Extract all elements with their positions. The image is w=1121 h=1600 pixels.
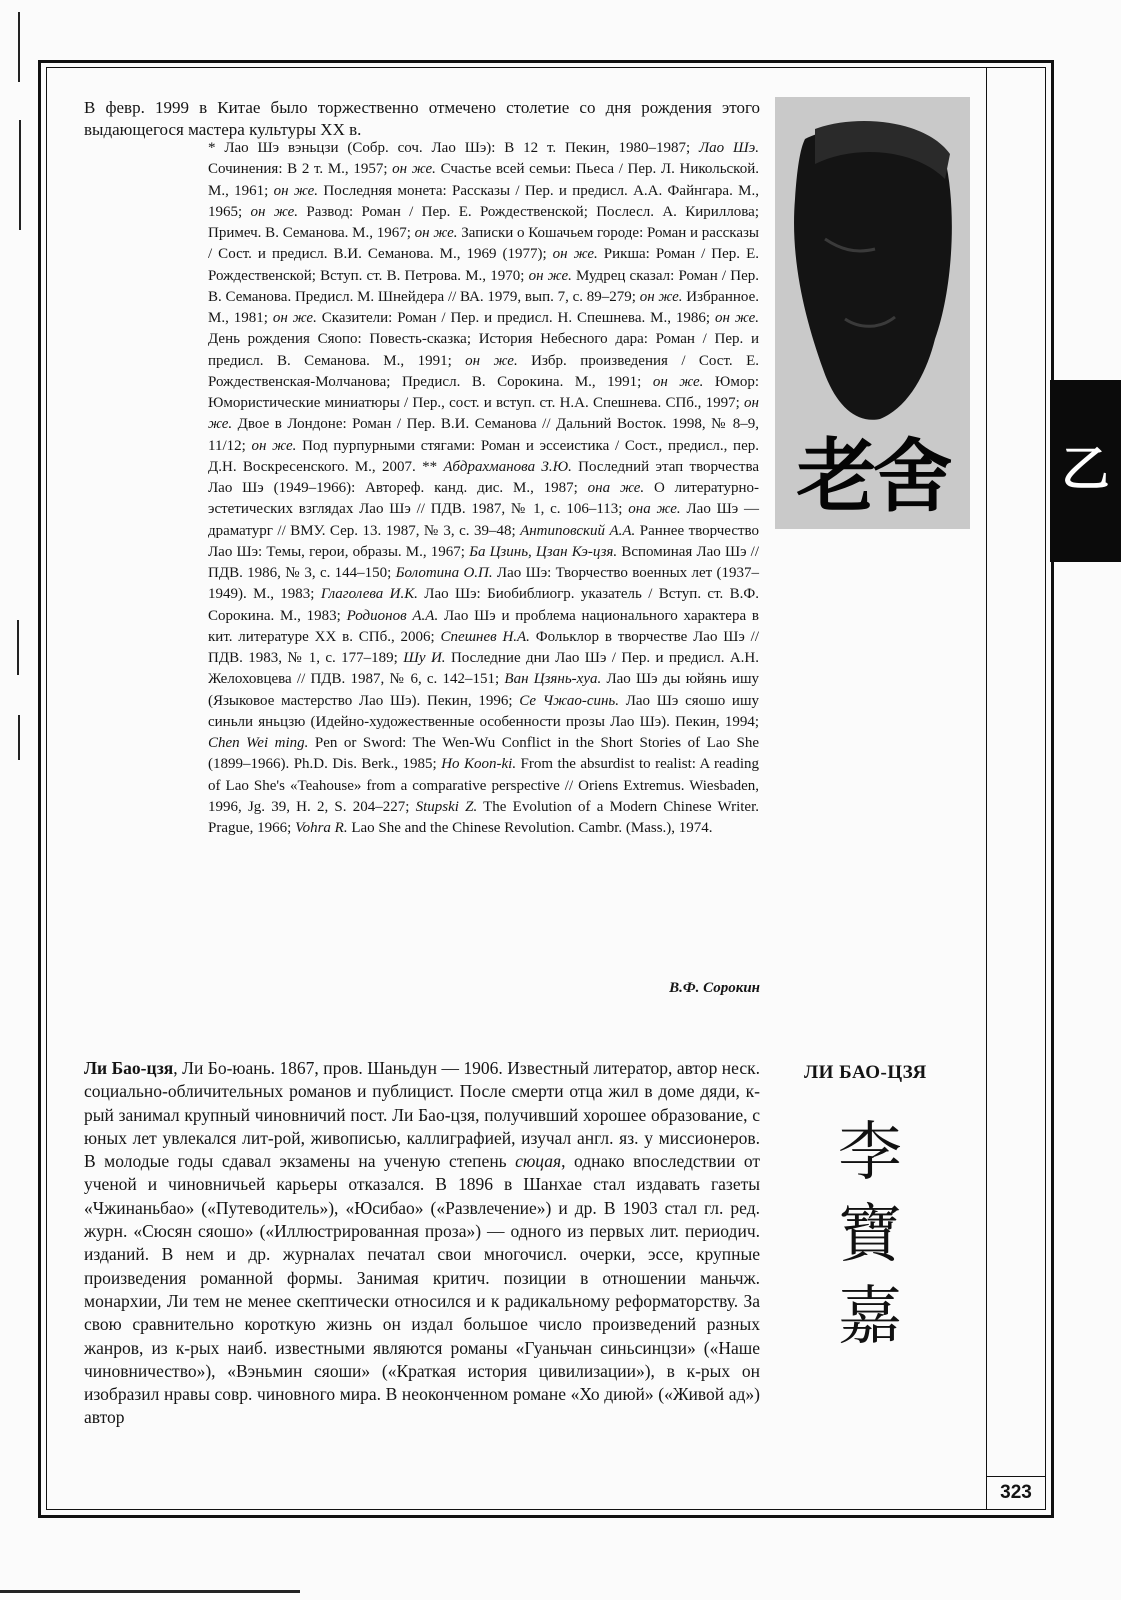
bibliography-author-italic: Спешнев Н.А. — [440, 628, 530, 645]
intro-paragraph: В февр. 1999 в Китае было торжественно отмечено столетие со дня рождения этого выдающегося мастера культуры XX в. — [84, 98, 760, 139]
author-signature: В.Ф. Сорокин — [669, 980, 760, 996]
bibliography-author-italic: Ho Koon-ki. — [441, 756, 517, 773]
bibliography-text: Фольклор в творчестве Лао Шэ // ПДВ. 1983, № 1, с. 177–189; — [208, 628, 759, 666]
bibliography-author-italic: Глаголева И.К. — [320, 586, 418, 603]
bibliography-author-italic: он же. — [465, 352, 518, 369]
bibliography-author-italic: Антиповский А.А. — [520, 522, 636, 539]
entry-body — [84, 1057, 760, 1430]
entry-text-part2: , однако впоследствии от ученой и чиновничьей карьеры отказался. В 1896 в Шанхае стал издавать газеты «Чжинаньбао» («Путеводитель»), «Юсибао» («Развлечение») и др. В 1903 стал гл. ред. журн. «Сюсян сяошо» («Иллюстрированная проза») — одного из первых лит. периодич. изданий. В нем и др. журналах печатал свои многочисл. очерки, эссе, крупные произведения романной формы. Занимая критич. позиции в отношении маньчж. монархии, Ли тем не менее скептически относился и к радикальному реформаторству. За свою сравнительно короткую жизнь он издал большое число произведений разных жанров, из к-рых наиб. известными являются романы «Гуаньчан синьсинцзи» («Наше чиновничество»), «Вэньмин сяоши» («Краткая история цивилизации»), в к-рых он изобразил нравы совр. чиновного мира. В неоконченном романе «Хо диюй» («Живой ад») автор — [84, 1151, 760, 1428]
bibliography-text: Лао Шэ: Биобиблиогр. указатель / Вступ. ст. В.Ф. Сорокина. М., 1983; — [208, 586, 759, 624]
thumb-tab-char: 乙 — [1061, 441, 1110, 497]
bibliography — [208, 138, 759, 839]
bibliography-author-italic: Родионов А.А. — [346, 607, 439, 624]
portrait-silhouette — [785, 119, 957, 439]
bibliography-text: Сочинения: В 2 т. М., 1957; — [208, 161, 393, 178]
bibliography-author-italic: Ван Цзянь-хуа. — [504, 671, 602, 688]
scan-edge-bottom — [0, 1590, 300, 1593]
scan-edge-left — [18, 12, 20, 82]
scan-edge-left — [18, 715, 20, 760]
bibliography-text: Юмор: Юмористические миниатюры / Пер., сост. и вступ. ст. Н.А. Спешнева. СПб., 1997; — [208, 373, 759, 411]
bibliography-text: О литературно-эстетических взглядах Лао Шэ // ПДВ. 1987, № 1, с. 106–113; — [208, 480, 760, 518]
entry-chinese-name — [830, 1112, 910, 1358]
bibliography-author-italic: он же. — [272, 310, 317, 326]
bibliography-text: Рикша: Роман / Пер. Е. Рождественской; Вступ. ст. В. Петрова. М., 1970; — [208, 246, 759, 284]
entry-term: сюцая — [515, 1151, 562, 1172]
bibliography-author-italic: он же. — [251, 437, 297, 454]
bibliography-text: Счастье всей семьи: Пьеса / Пер. Л. Никольской. М., 1961; — [208, 161, 759, 199]
bibliography-text: Лао Шэ ды юйянь ишу (Языковое мастерство Лао Шэ). Пекин, 1996; — [208, 671, 759, 709]
bibliography-author-italic: он же. — [552, 246, 598, 263]
bibliography-author-italic: она же. — [587, 480, 645, 496]
bibliography-author-italic: Stupski Z. — [415, 798, 478, 815]
bibliography-author-italic: Vohra R. — [295, 820, 348, 836]
scan-edge-left — [17, 620, 19, 675]
bibliography-author-italic: Chen Wei ming. — [208, 735, 309, 751]
bibliography-author-italic: он же. — [414, 225, 458, 241]
bibliography-text: Раннее творчество Лао Шэ: Темы, герои, образы. М., 1967; — [208, 522, 760, 560]
entry-char: 寶 — [838, 1198, 902, 1272]
bibliography-text: День рождения Сяопо: Повесть-сказка; История Небесного дара: Роман / Пер. и предисл. В. Семанова. М., 1991; — [208, 331, 759, 369]
bibliography-text: Pen or Sword: The Wen-Wu Conflict in the Short Stories of Lao She (1899–1966). Ph.D. Dis. Berk., 1985; — [208, 735, 759, 773]
entry-char: 李 — [838, 1116, 902, 1190]
bibliography-text: Последний этап творчества Лао Шэ (1949–1966): Автореф. канд. дис. М., 1987; — [208, 458, 760, 496]
portrait-calligraphy: 老舍 — [796, 429, 949, 523]
bibliography-text: Лао Шэ: Творчество военных лет (1937–1949). М., 1983; — [208, 565, 759, 603]
portrait-image — [775, 97, 970, 529]
bibliography-text: The Evolution of a Modern Chinese Writer. Prague, 1966; — [208, 798, 759, 836]
bibliography-author-italic: Се Чжао-синь. — [519, 692, 619, 709]
bibliography-author-italic: он же. — [652, 373, 704, 390]
bibliography-author-italic: Абдрахманова З.Ю. — [443, 458, 572, 475]
entry-lead-name: Ли Бао-цзя — [84, 1058, 174, 1078]
bibliography-text: Лао Шэ сяошо ишу синьли яньцзю (Идейно-художественные особенности прозы Лао Шэ). Пекин, 1994; — [208, 692, 760, 730]
page-number: 323 — [986, 1476, 1046, 1510]
bibliography-author-italic: он же. — [714, 310, 759, 326]
bibliography-text: Двое в Лондоне: Роман / Пер. В.И. Семанова // Дальний Восток. 1998, № 8–9, 11/12; — [208, 416, 759, 454]
entry-char: 嘉 — [838, 1280, 902, 1354]
entry-title: ЛИ БАО-ЦЗЯ — [804, 1062, 927, 1083]
entry-text-part1: , Ли Бо-юань. 1867, пров. Шаньдун — 1906. Известный литератор, автор неск. социально-обличительных романов и публицист. После смерти отца жил в доме дяди, к-рый занимал крупный чиновничий пост. Ли Бао-цзя, получивший хорошее образование, с юных лет увлекался лит-рой, живописью, каллиграфией, изучал англ. яз. у миссионеров. В молодые годы сдавал экзамены на ученую степень — [84, 1058, 761, 1172]
bibliography-author-italic: Болотина О.П. — [395, 565, 493, 581]
bibliography-text: Вспоминая Лао Шэ // ПДВ. 1986, № 3, с. 144–150; — [208, 543, 759, 581]
bibliography-text: Последние дни Лао Шэ / Пер. и предисл. А.Н. Желоховцева // ПДВ. 1987, № 6, с. 142–151; — [208, 650, 760, 688]
bibliography-author-italic: он же. — [250, 203, 298, 220]
bibliography-author-italic: Лао Шэ. — [698, 140, 759, 156]
bibliography-text: Записки о Кошачьем городе: Роман и рассказы / Сост. и предисл. В.И. Семанова. М., 1969 (1977); — [208, 225, 759, 263]
bibliography-text: Под пурпурными стягами: Роман и эссеистика / Сост., предисл., пер. Д.Н. Воскресенского. М., 2007. ** — [208, 437, 759, 475]
bibliography-text: * Лао Шэ вэньцзи (Собр. соч. Лао Шэ): В 12 т. Пекин, 1980–1987; — [208, 140, 699, 156]
column-rule — [986, 67, 987, 1510]
bibliography-author-italic: Шу И. — [403, 650, 446, 666]
bibliography-text: Избранное. М., 1981; — [208, 288, 759, 326]
bibliography-author-italic: Ба Цзинь, Цзан Кэ-цзя. — [469, 543, 618, 560]
bibliography-author-italic: он же. — [392, 161, 436, 178]
bibliography-author-italic: она же. — [628, 501, 681, 518]
bibliography-text: From the absurdist to realist: A reading of Lao She's «Teahouse» from a comparative perspective // Oriens Extremus. Wiesbaden, 1996, Jg. 39, H. 2, S. 204–227; — [208, 756, 760, 815]
section-thumb-tab — [1050, 380, 1121, 562]
bibliography-text: Избр. произведения / Сост. Е. Рождественская-Молчанова; Предисл. В. Сорокина. М., 1991; — [208, 352, 759, 390]
bibliography-author-italic: он же. — [208, 395, 759, 433]
bibliography-text: Лао Шэ и проблема национального характера в кит. литературе XX в. СПб., 2006; — [208, 607, 759, 645]
bibliography-author-italic: он же. — [639, 288, 683, 305]
bibliography-text: Сказители: Роман / Пер. и предисл. Н. Спешнева. М., 1986; — [316, 310, 715, 326]
bibliography-text: Развод: Роман / Пер. Е. Рождественской; Послесл. А. Кириллова; Примеч. В. Семанова. М., 1967; — [208, 203, 760, 241]
bibliography-author-italic: он же. — [273, 182, 319, 199]
bibliography-text: Lao She and the Chinese Revolution. Cambr. (Mass.), 1974. — [347, 820, 713, 836]
bibliography-text: Мудрец сказал: Роман / Пер. В. Семанова. Предисл. М. Шнейдера // ВА. 1979, вып. 7, с. 89–279; — [208, 267, 759, 305]
bibliography-text: Последняя монета: Рассказы / Пер. и предисл. А.А. Файнгара. М., 1965; — [208, 182, 759, 220]
scan-edge-left — [19, 120, 21, 230]
bibliography-text: Лао Шэ — драматург // ВМУ. Сер. 13. 1987, № 3, с. 39–48; — [208, 501, 759, 539]
bibliography-author-italic: он же. — [528, 267, 572, 284]
